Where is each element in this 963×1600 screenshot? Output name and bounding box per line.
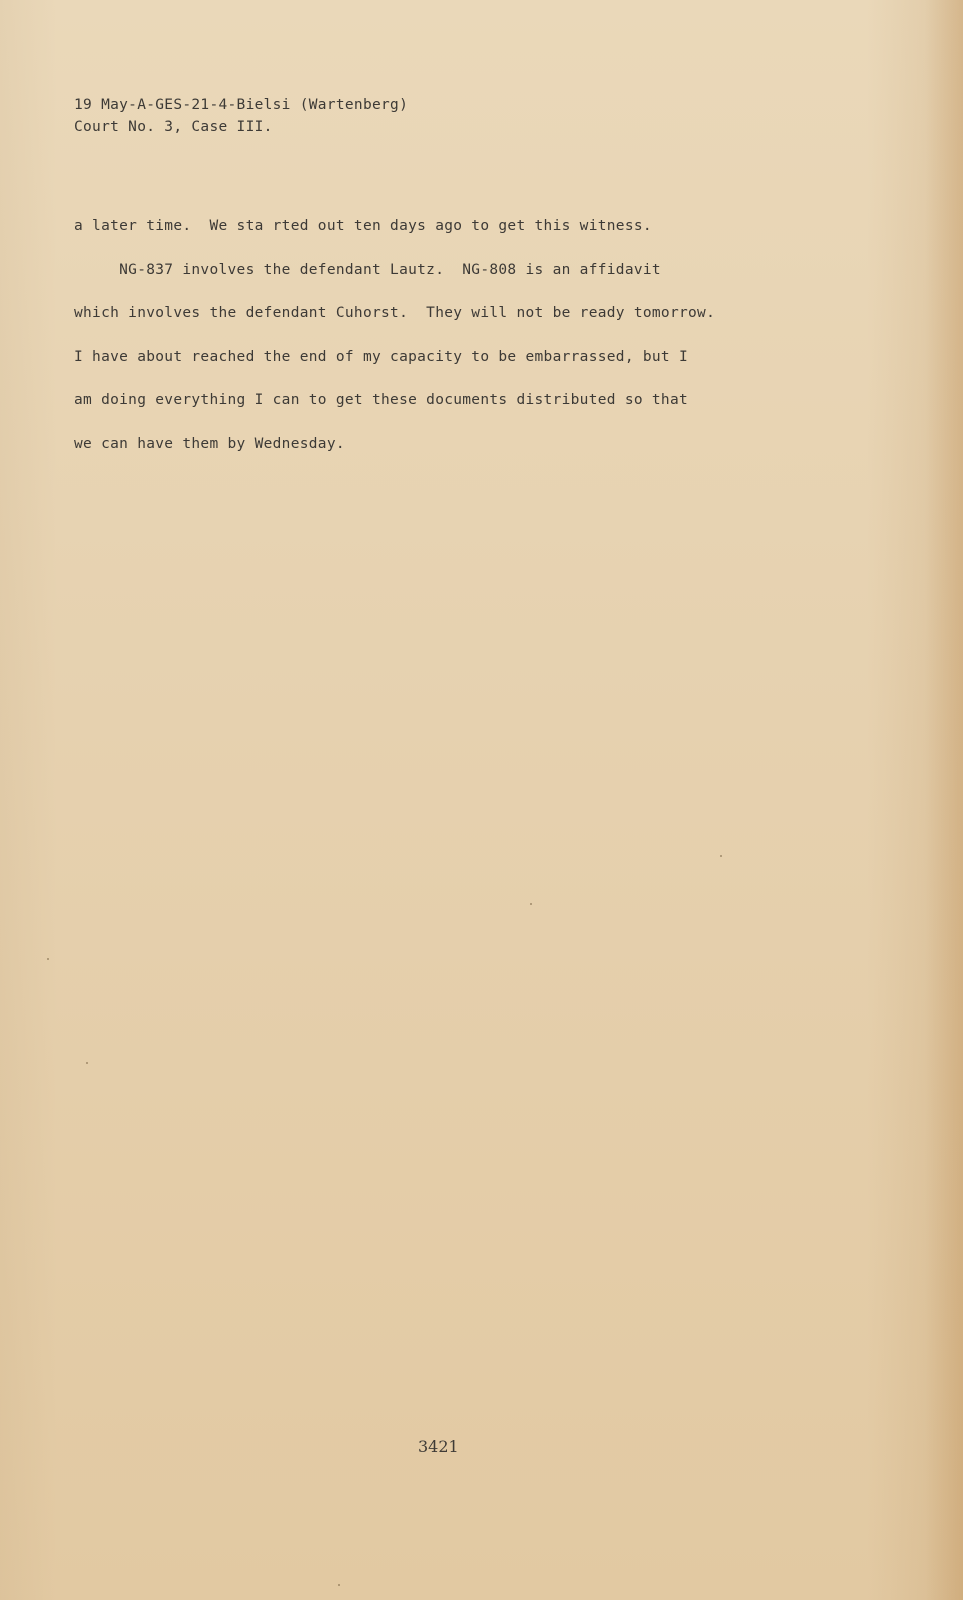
body-line: we can have them by Wednesday. (74, 435, 345, 452)
body-line: a later time. We sta rted out ten days ago to get this witness. (74, 218, 652, 234)
transcript-body (74, 218, 914, 479)
paper-speck (720, 855, 722, 857)
body-line: NG-837 involves the defendant Lautz. NG-808 is an affidavit (74, 261, 661, 278)
page-number: 3421 (418, 1437, 459, 1456)
paper-speck (86, 1062, 88, 1064)
paper-speck (338, 1584, 340, 1586)
header-session-line: 19 May-A-GES-21-4-Bielsi (Wartenberg) (74, 97, 409, 113)
paper-speck (47, 958, 49, 960)
body-line: which involves the defendant Cuhorst. They will not be ready tomorrow. (74, 305, 716, 321)
body-line: am doing everything I can to get these documents distributed so that (74, 392, 689, 408)
document-header (74, 94, 408, 138)
paper-speck (530, 903, 532, 905)
header-court-line: Court No. 3, Case III. (74, 119, 273, 135)
body-line: I have about reached the end of my capacity to be embarrassed, but I (74, 348, 689, 365)
